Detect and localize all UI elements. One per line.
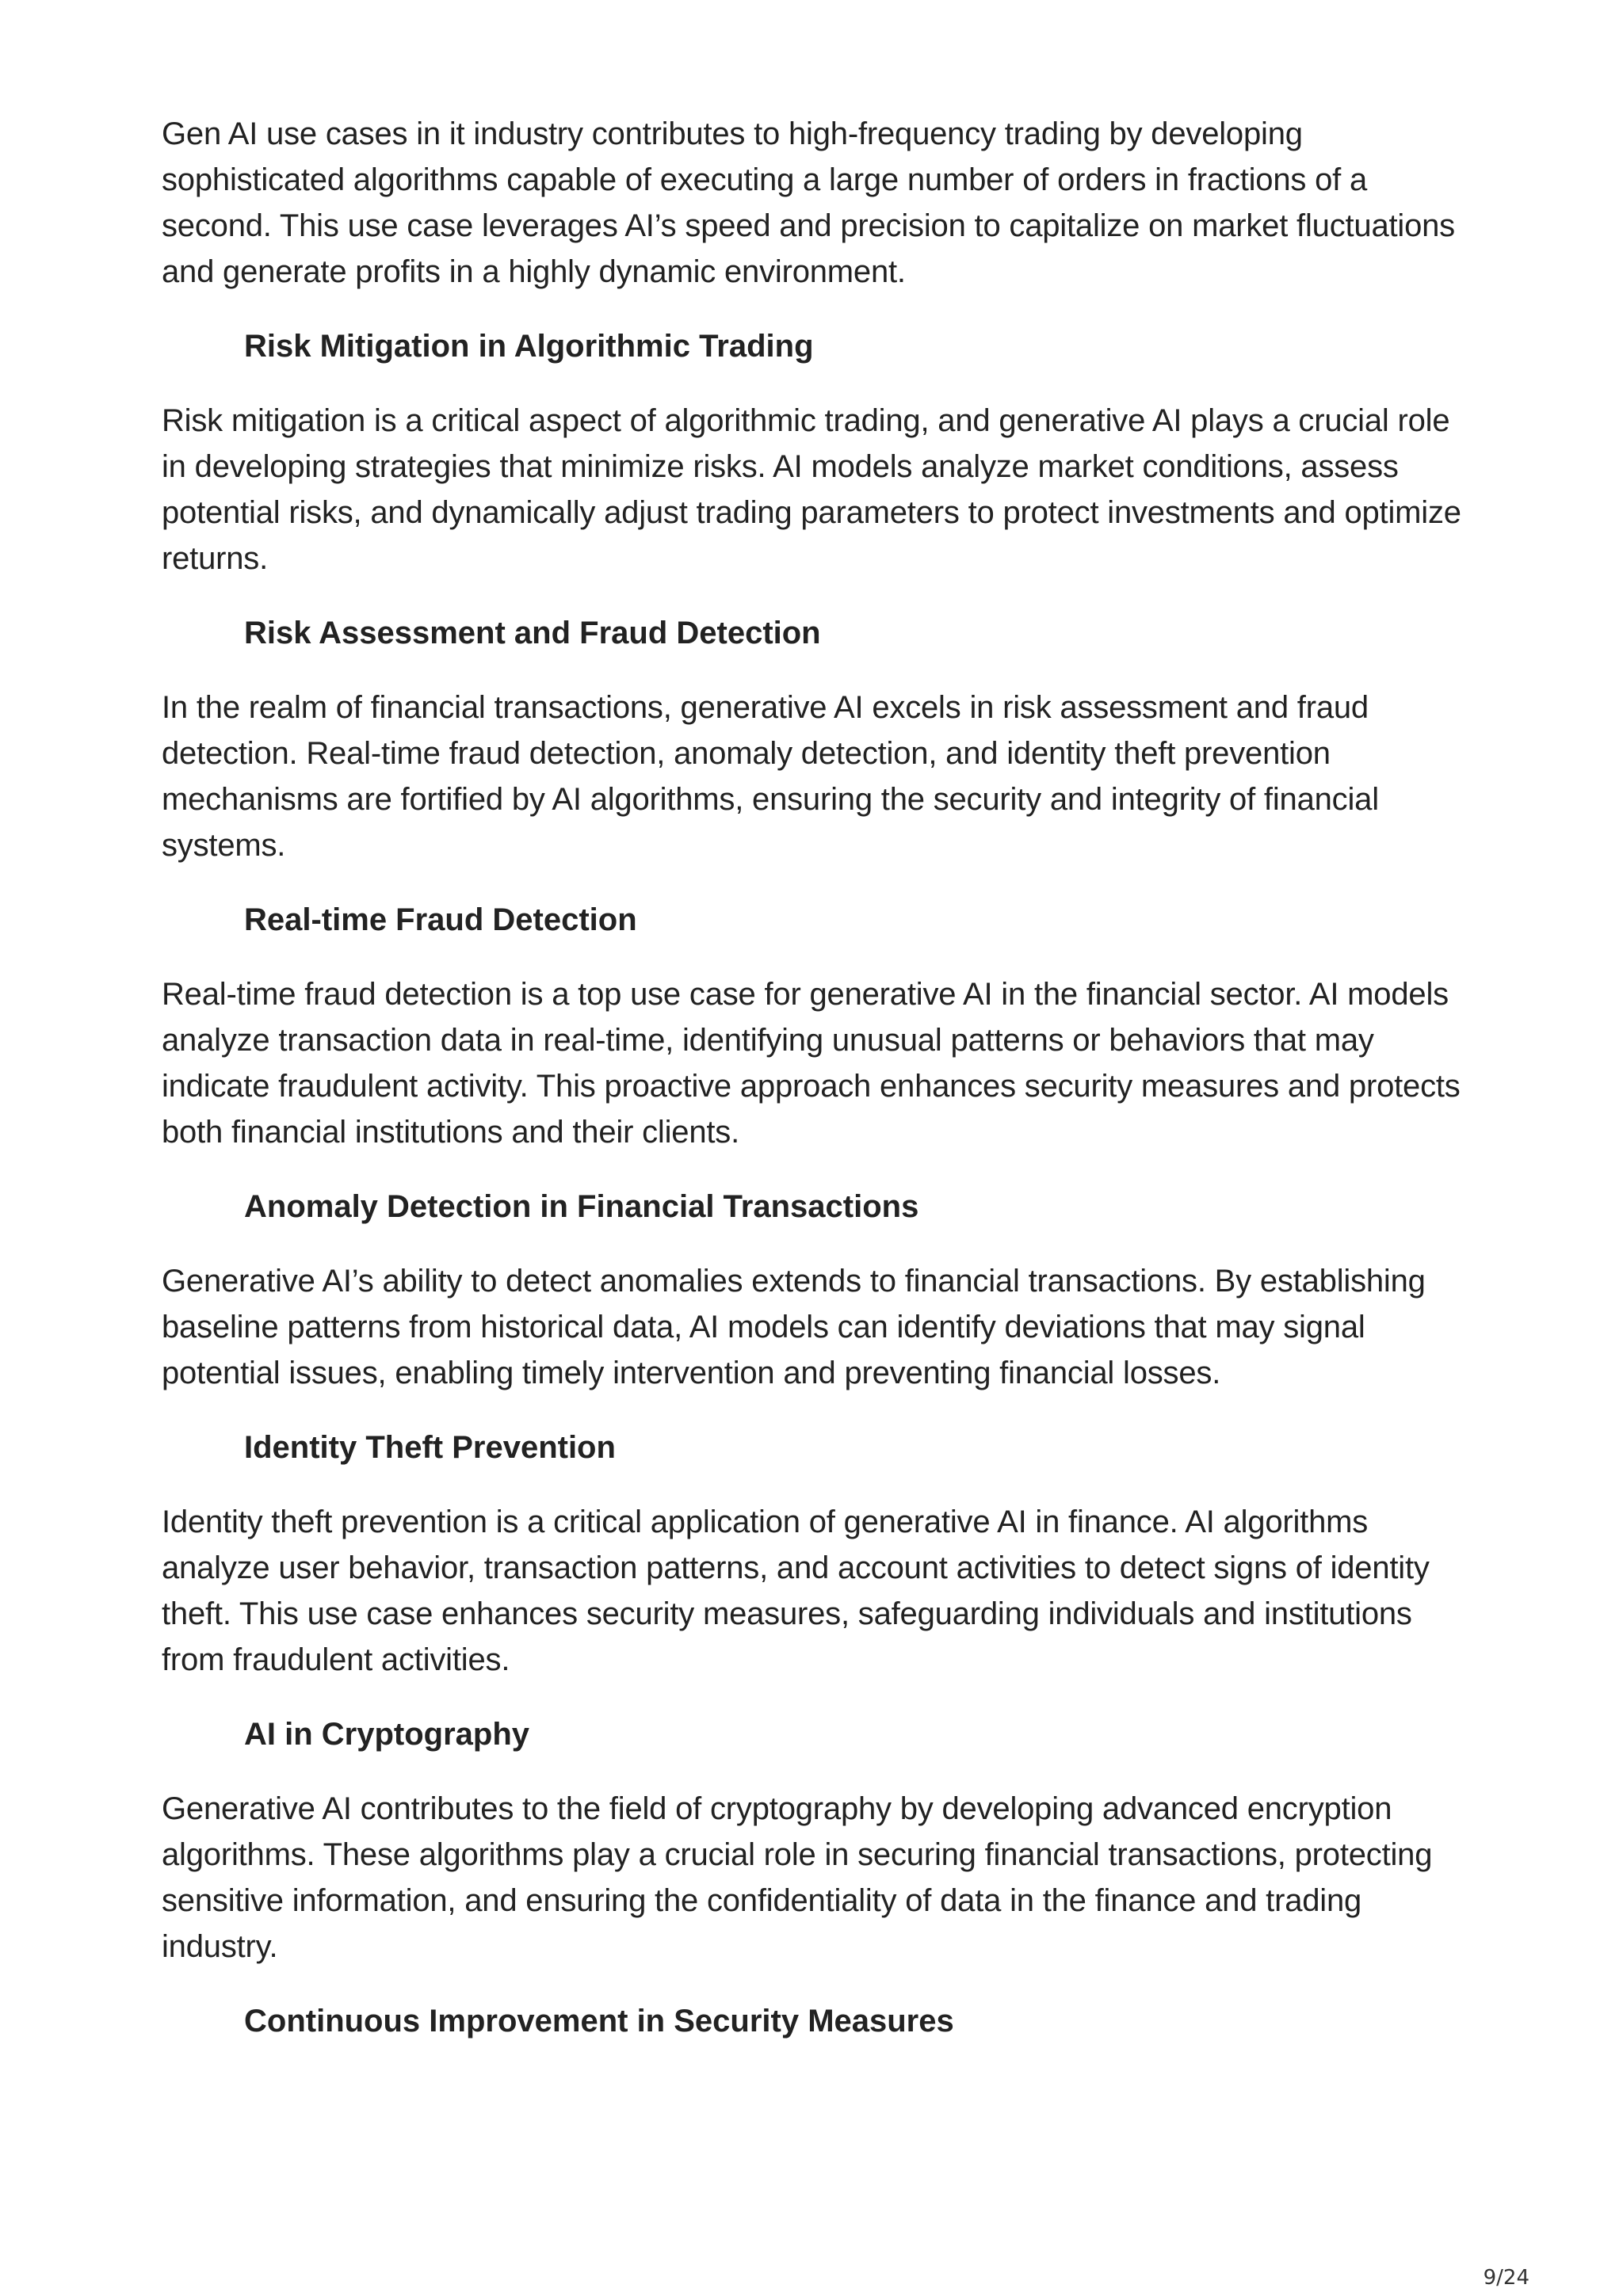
heading-identity-theft: Identity Theft Prevention bbox=[244, 1430, 616, 1465]
paragraph-hft: Gen AI use cases in it industry contributes to high-frequency trading by developing sophisticated algorithms capable of executing a large number of orders in fractions of a second. This use case leverages AI’s speed and precision to capitalize on market fluctuations and generate profits in a highly dynamic environment. bbox=[162, 116, 1455, 289]
heading-risk-mitigation: Risk Mitigation in Algorithmic Trading bbox=[244, 329, 814, 364]
heading-continuous-improvement: Continuous Improvement in Security Measures bbox=[244, 2004, 954, 2039]
paragraph-identity-theft: Identity theft prevention is a critical application of generative AI in finance. AI algorithms analyze user behavior, transaction patterns, and account activities to detect signs of identity theft. This use case enhances security measures, safeguarding individuals and institutions from fraudulent activities. bbox=[162, 1505, 1430, 1677]
heading-anomaly-detection: Anomaly Detection in Financial Transactions bbox=[244, 1189, 919, 1224]
heading-realtime-fraud: Real-time Fraud Detection bbox=[244, 902, 637, 937]
paragraph-risk-assessment: In the realm of financial transactions, generative AI excels in risk assessment and fraud detection. Real-time fraud detection, anomaly detection, and identity theft prevention mechanisms are fortified by AI algorithms, ensuring the security and integrity of financial systems. bbox=[162, 690, 1379, 863]
page-number: 9/24 bbox=[1483, 2266, 1529, 2290]
paragraph-anomaly-detection: Generative AI’s ability to detect anomalies extends to financial transactions. By establishing baseline patterns from historical data, AI models can identify deviations that may signal potential issues, enabling timely intervention and preventing financial losses. bbox=[162, 1264, 1426, 1390]
heading-risk-assessment: Risk Assessment and Fraud Detection bbox=[244, 616, 821, 650]
paragraph-realtime-fraud: Real-time fraud detection is a top use case for generative AI in the financial sector. AI models analyze transaction data in real-time, identifying unusual patterns or behaviors that may indicate fraudulent activity. This proactive approach enhances security measures and protects both financial institutions and their clients. bbox=[162, 977, 1461, 1150]
article-body bbox=[162, 111, 1477, 2044]
heading-cryptography: AI in Cryptography bbox=[244, 1717, 530, 1752]
paragraph-cryptography: Generative AI contributes to the field of cryptography by developing advanced encryption algorithms. These algorithms play a crucial role in securing financial transactions, protecting sensitive information, and ensuring the confidentiality of data in the finance and trading industry. bbox=[162, 1791, 1433, 1964]
paragraph-risk-mitigation: Risk mitigation is a critical aspect of algorithmic trading, and generative AI plays a crucial role in developing strategies that minimize risks. AI models analyze market conditions, assess potential risks, and dynamically adjust trading parameters to protect investments and optimize returns. bbox=[162, 403, 1461, 576]
